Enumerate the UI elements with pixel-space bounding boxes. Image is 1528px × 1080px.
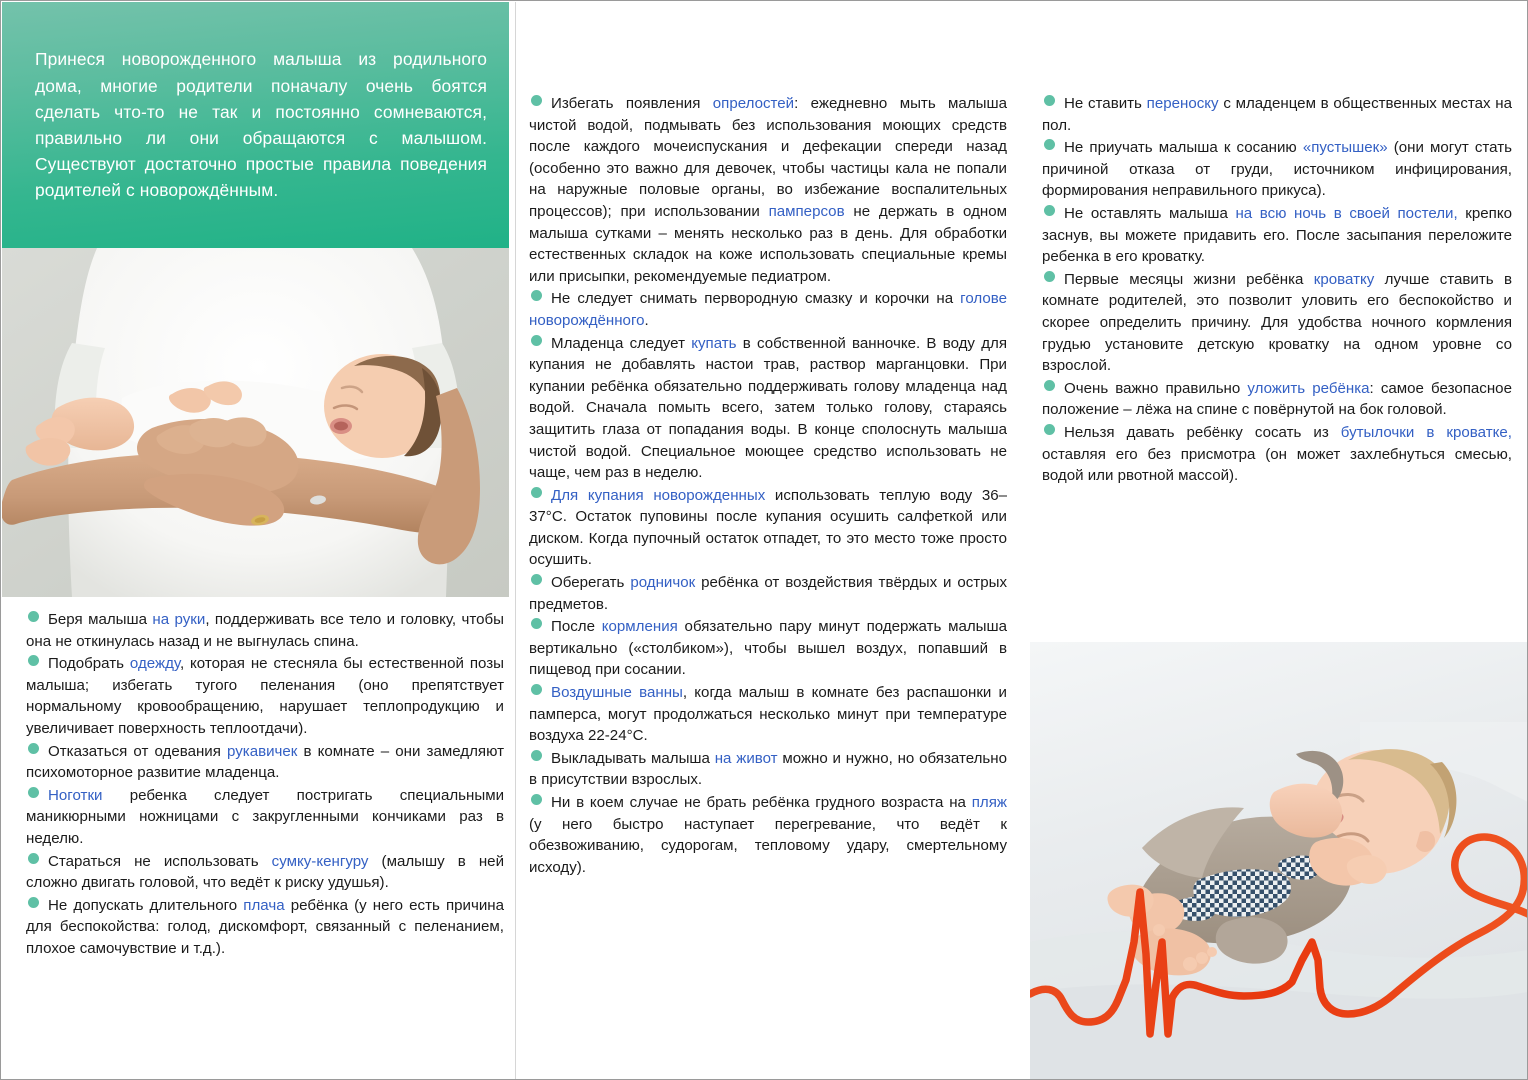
- list-item-text: [1042, 271, 1512, 374]
- intro-panel: [2, 2, 509, 248]
- list-item: [529, 288, 1007, 331]
- highlighted-term: кроватку: [1313, 270, 1375, 288]
- body-text: Выкладывать малыша: [551, 749, 715, 767]
- list-item-text: [26, 611, 504, 650]
- highlighted-term: родничок: [630, 574, 696, 592]
- list-item: [1042, 378, 1512, 421]
- body-text: Подобрать: [48, 655, 130, 673]
- list-item-text: [529, 750, 1007, 789]
- column-divider: [515, 2, 516, 1080]
- bullet-dot-icon: [531, 487, 542, 498]
- bullet-dot-icon: [1044, 424, 1055, 435]
- list-item: [529, 572, 1007, 615]
- list-item: [529, 485, 1007, 571]
- body-text: (у него быстро наступает перегревание, что ведёт к обезвоживанию, судорогам, тепловому удару, смертельному исходу).: [529, 815, 1007, 876]
- body-text: с младенцем в общественных местах на пол.: [1042, 95, 1513, 134]
- list-item-text: [529, 335, 1007, 482]
- body-text: Первые месяцы жизни ребёнка: [1064, 270, 1314, 288]
- list-item-text: [1042, 205, 1512, 265]
- body-text: Беря малыша: [48, 611, 153, 628]
- list-item: [529, 333, 1007, 484]
- body-text: Не оставлять малыша: [1064, 204, 1236, 222]
- list-item: [26, 851, 504, 894]
- list-item-text: [26, 743, 504, 782]
- list-item: [1042, 422, 1512, 487]
- body-text: Отказаться от одевания: [48, 742, 227, 760]
- highlighted-term: пляж: [971, 794, 1007, 811]
- bullet-dot-icon: [28, 897, 39, 908]
- list-item-text: [26, 853, 504, 892]
- highlighted-term: Ноготки: [48, 786, 103, 804]
- body-text: Не следует снимать первородную смазку и корочки на: [551, 290, 961, 308]
- list-item: [26, 895, 504, 960]
- highlighted-term: памперсов: [768, 202, 845, 220]
- bullet-dot-icon: [28, 853, 39, 864]
- bullet-dot-icon: [28, 743, 39, 754]
- body-text: Ни в коем случае не брать ребёнка грудного возраста на: [551, 794, 972, 811]
- list-item: [1042, 269, 1512, 377]
- photo-father-holding-baby-image: [2, 248, 509, 597]
- list-item-text: [1042, 424, 1512, 484]
- body-text: обязательно пару минут подержать малыша вертикально («столбиком»), чтобы вышел воздух, попавший в пищевод при сосании.: [529, 618, 1008, 679]
- highlighted-term: опрелостей: [712, 95, 795, 112]
- list-item-text: [529, 574, 1007, 613]
- bullet-dot-icon: [28, 655, 39, 666]
- photo-father-holding-baby: [2, 248, 509, 597]
- body-text: крепко заснув, вы можете придавить его. После засыпания переложите ребенка в его кроватку.: [1042, 204, 1512, 266]
- body-text: оставляя его без присмотра (он может захлебнуться смесью, водой или рвотной массой).: [1042, 445, 1512, 485]
- list-item: [26, 653, 504, 739]
- list-item: [529, 792, 1007, 878]
- bullet-dot-icon: [531, 750, 542, 761]
- highlighted-term: переноску: [1146, 95, 1219, 112]
- body-text: Очень важно правильно: [1064, 379, 1248, 397]
- list-item-text: [1042, 380, 1512, 419]
- left-column-list: [26, 609, 504, 961]
- list-item-text: [529, 618, 1007, 678]
- bullet-dot-icon: [531, 95, 542, 106]
- highlighted-term: рукавичек: [227, 742, 298, 760]
- bullet-dot-icon: [1044, 205, 1055, 216]
- bullet-dot-icon: [531, 794, 542, 805]
- body-text: , когда малыш в комнате без распашонки и памперса, могут продолжаться несколько минут при температуре воздуха 22-24°С.: [529, 684, 1007, 745]
- list-item-text: [1042, 95, 1512, 134]
- body-text: использовать теплую воду 36– 37°С. Остаток пуповины после купания осушить салфеткой или диском. Когда пупочный остаток отпадет, то это место тоже просто осушить.: [529, 486, 1008, 569]
- highlighted-term: плача: [243, 896, 285, 914]
- body-text: Не приучать малыша к сосанию: [1064, 139, 1303, 157]
- middle-column-list: [529, 93, 1007, 879]
- bullet-dot-icon: [531, 684, 542, 695]
- highlighted-term: на живот: [714, 749, 778, 767]
- body-text: , поддерживать все тело и головку, чтобы она не откинулась назад и не выгнулась спина.: [26, 611, 504, 650]
- bullet-dot-icon: [28, 611, 39, 622]
- body-text: После: [551, 618, 602, 636]
- list-item: [529, 682, 1007, 747]
- list-item-text: [26, 897, 504, 957]
- body-text: Не ставить: [1064, 95, 1147, 112]
- highlighted-term: Для купания новорожденных: [551, 486, 766, 504]
- list-item: [529, 93, 1007, 287]
- list-item-text: [529, 794, 1007, 876]
- body-text: в собственной ванночке. В воду для купания не добавлять настои трав, раствор марганцовки. При купании ребёнка обязательно поддерживать голову младенца над водой. Сначала помыть всего, затем только голову, стараясь защитить глаза от попадания воды. В конце сполоснуть малыша чистой водой. Специальное моющее средство использовать не чаще, чем раз в неделю.: [529, 334, 1007, 482]
- body-text: Нельзя давать ребёнку сосать из: [1064, 423, 1341, 441]
- body-text: : самое безопасное положение – лёжа на спине с повёрнутой на бок головой.: [1042, 379, 1512, 419]
- body-text: ребёнка от воздействия твёрдых и острых предметов.: [529, 574, 1007, 613]
- photo-sleeping-baby-image: [1030, 642, 1528, 1080]
- list-item: [26, 741, 504, 784]
- bullet-dot-icon: [531, 574, 542, 585]
- list-item: [26, 785, 504, 850]
- highlighted-term: на руки: [152, 611, 206, 628]
- body-text: Младенца следует: [551, 334, 692, 352]
- body-text: лучше ставить в комнате родителей, это позволит уловить его беспокойство и скорее определить причину. Для удобства ночного кормления грудью установите детскую кроватку на одном уровне со взрослой.: [1042, 270, 1512, 375]
- highlighted-term: бутылочки в кроватке,: [1340, 423, 1512, 441]
- list-item-text: [1042, 139, 1512, 199]
- body-text: , которая не стесняла бы естественной позы малыша; избегать тугого пеленания (оно препятствует нормальному кровообращению, нарушает теплопродукцию и увеличивает поверхность теплоотдачи).: [26, 655, 505, 737]
- intro-paragraph: Принеся новорожденного малыша из родильного дома, многие родители поначалу очень боятся сделать что-то не так и постоянно сомневаются, правильно ли они обращаются с малышом. Существуют достаточно простые правила поведения родителей с новорождённым.: [35, 49, 487, 201]
- bullet-dot-icon: [531, 335, 542, 346]
- right-column-list: [1042, 93, 1512, 488]
- body-text: ребенка следует постригать специальными маникюрными ножницами с закругленными кончиками раз в неделю.: [26, 786, 504, 847]
- body-text: Не допускать длительного: [48, 896, 244, 914]
- body-text: Стараться не использовать: [48, 852, 272, 870]
- highlighted-term: «пустышек»: [1302, 139, 1388, 157]
- bullet-dot-icon: [1044, 139, 1055, 150]
- bullet-dot-icon: [1044, 271, 1055, 282]
- body-text: .: [644, 311, 649, 329]
- body-text: не держать в одном малыша сутками – менять несколько раз в день. Для обработки естественных складок на коже использовать специальные кремы или присыпки, рекомендуемые педиатром.: [529, 202, 1007, 285]
- body-text: можно и нужно, но обязательно в присутствии взрослых.: [529, 749, 1007, 789]
- body-text: (они могут стать причиной отказа от груди, источником инфицирования, формирования неправильного прикуса).: [1042, 139, 1513, 200]
- list-item: [26, 609, 504, 652]
- list-item-text: [26, 655, 504, 737]
- body-text: в комнате – они замедляют психомоторное развитие младенца.: [26, 742, 504, 782]
- body-text: (малышу в ней сложно двигать головой, что ведёт к риску удушья).: [26, 852, 504, 892]
- highlighted-term: на всю ночь в своей постели,: [1235, 204, 1458, 222]
- highlighted-term: уложить ребёнка: [1247, 379, 1370, 397]
- highlighted-term: голове новорождённого: [529, 290, 1007, 329]
- list-item: [1042, 93, 1512, 136]
- body-text: ребёнка (у него есть причина для беспокойства: голод, дискомфорт, связанный с пеленанием, плохое самочувствие и т.д.).: [26, 896, 504, 957]
- highlighted-term: сумку-кенгуру: [271, 852, 369, 870]
- list-item-text: [529, 684, 1007, 744]
- list-item-text: [529, 290, 1007, 329]
- list-item: [1042, 137, 1512, 202]
- list-item-text: [529, 487, 1007, 569]
- list-item: [529, 616, 1007, 681]
- bullet-dot-icon: [531, 290, 542, 301]
- bullet-dot-icon: [531, 618, 542, 629]
- photo-sleeping-baby: [1030, 642, 1528, 1080]
- list-item-text: [26, 787, 504, 847]
- highlighted-term: кормления: [601, 618, 678, 636]
- bullet-dot-icon: [1044, 380, 1055, 391]
- body-text: Избегать появления: [551, 95, 713, 112]
- list-item: [529, 748, 1007, 791]
- bullet-dot-icon: [28, 787, 39, 798]
- highlighted-term: Воздушные ванны: [551, 684, 683, 702]
- list-item: [1042, 203, 1512, 268]
- highlighted-term: купать: [691, 334, 737, 352]
- highlighted-term: одежду: [129, 655, 180, 673]
- body-text: Оберегать: [551, 574, 631, 592]
- bullet-dot-icon: [1044, 95, 1055, 106]
- list-item-text: [529, 95, 1007, 285]
- body-text: : ежедневно мыть малыша чистой водой, подмывать без использования моющих средств после каждого мочеиспускания и дефекации спереди назад (особенно это важно для девочек, чтобы частицы кала не попали на наружные половые органы, во избежание воспалительных процессов); при использовании: [529, 95, 1007, 220]
